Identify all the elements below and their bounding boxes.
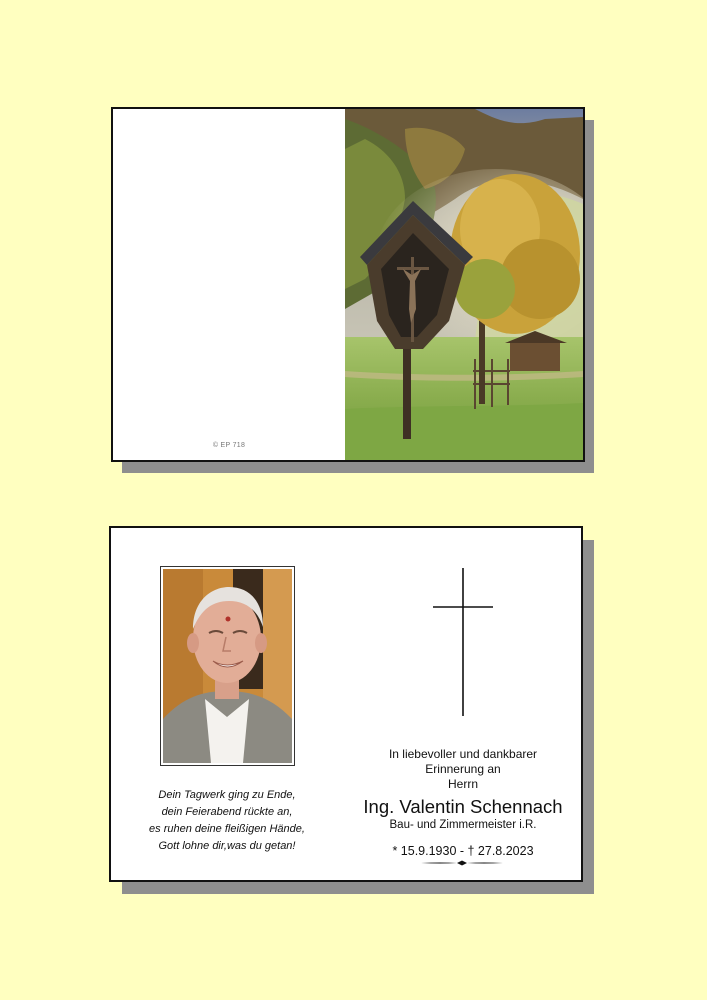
landscape-crucifix-image bbox=[345, 109, 583, 460]
poem-verse bbox=[131, 787, 323, 855]
memorial-card-inside bbox=[109, 526, 583, 882]
life-dates: * 15.9.1930 - † 27.8.2023 bbox=[392, 844, 534, 858]
portrait-photo bbox=[163, 569, 292, 763]
dedication-block bbox=[341, 747, 585, 859]
divider-ornament-icon bbox=[421, 860, 503, 866]
deceased-profession: Bau- und Zimmermeister i.R. bbox=[389, 819, 537, 831]
portrait-photo-icon bbox=[163, 569, 292, 763]
cross-icon bbox=[433, 568, 493, 716]
poem-line: Dein Tagwerk ging zu Ende, bbox=[158, 789, 296, 801]
poem-line: dein Feierabend rückte an, bbox=[161, 806, 293, 818]
memorial-card-front bbox=[111, 107, 585, 462]
poem-line: es ruhen deine fleißigen Hände, bbox=[149, 823, 305, 835]
card-inner-blank-panel bbox=[113, 109, 345, 460]
poem-line: Gott lohne dir,was du getan! bbox=[158, 840, 296, 852]
dedication-line-2: Erinnerung an bbox=[425, 762, 501, 776]
dedication-line-1: In liebevoller und dankbarer bbox=[388, 747, 538, 761]
deceased-name: Ing. Valentin Schennach bbox=[363, 796, 563, 817]
portrait-frame bbox=[160, 566, 295, 766]
dedication-salutation: Herrn bbox=[447, 777, 478, 791]
copyright-mark: © EP 718 bbox=[212, 442, 246, 449]
wayside-crucifix-icon bbox=[345, 109, 583, 460]
